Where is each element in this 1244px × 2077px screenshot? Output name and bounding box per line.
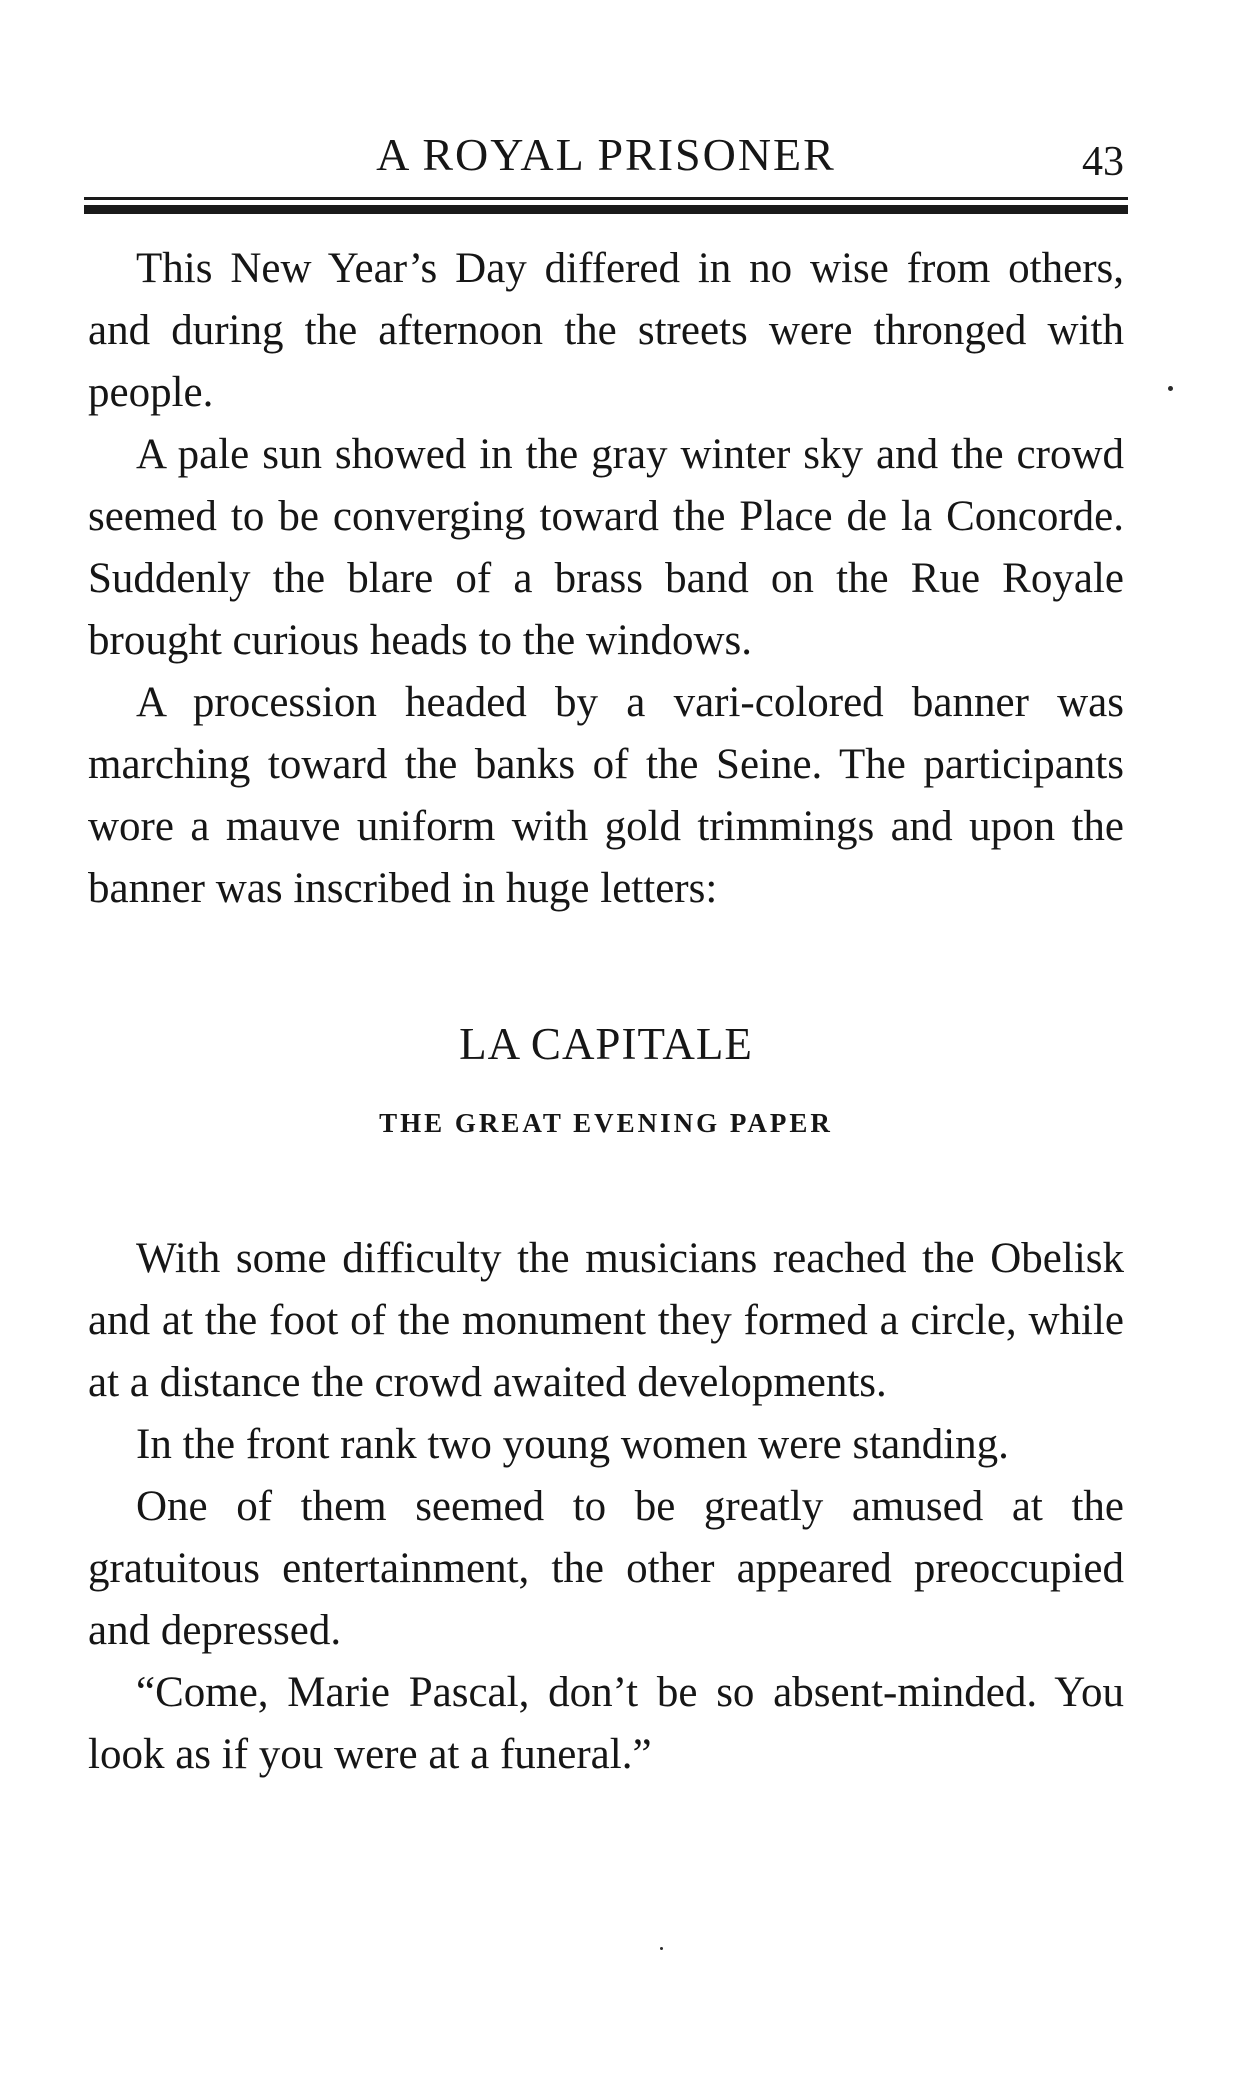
page-number: 43 (1082, 139, 1124, 185)
paragraph: A procession headed by a vari-colored banner was marching toward the banks of the Seine. The participants wore a mauve uniform with gold trimmings and upon the banner was inscribed in huge letters: (88, 679, 1124, 912)
paper-speck (1168, 386, 1173, 391)
paper-speck (660, 1947, 663, 1950)
running-head (88, 118, 1124, 188)
paragraph: One of them seemed to be greatly amused at the gratuitous entertainment, the other appeared preoccupied and depressed. (88, 1483, 1124, 1654)
paragraph: In the front rank two young women were standing. (136, 1421, 1009, 1468)
header-rule-thick (84, 205, 1128, 214)
text-block-top (88, 238, 1124, 920)
paragraph: “Come, Marie Pascal, don’t be so absent-minded. You look as if you were at a funeral.” (88, 1669, 1124, 1778)
banner-title: LA CAPITALE (459, 1019, 753, 1069)
banner-subtitle: THE GREAT EVENING PAPER (379, 1108, 833, 1138)
header-rule-thin (84, 197, 1128, 200)
text-block-bottom (88, 1228, 1124, 1786)
running-title: A ROYAL PRISONER (376, 129, 836, 180)
paragraph: A pale sun showed in the gray winter sky and the crowd seemed to be converging toward the Place de la Concorde. Suddenly the blare of a brass band on the Rue Royale brought curious heads to the windows. (88, 431, 1124, 664)
paragraph: With some difficulty the musicians reached the Obelisk and at the foot of the monument they formed a circle, while at a distance the crowd awaited developments. (88, 1235, 1124, 1406)
paragraph: This New Year’s Day differed in no wise from others, and during the afternoon the streets were thronged with people. (88, 245, 1124, 416)
